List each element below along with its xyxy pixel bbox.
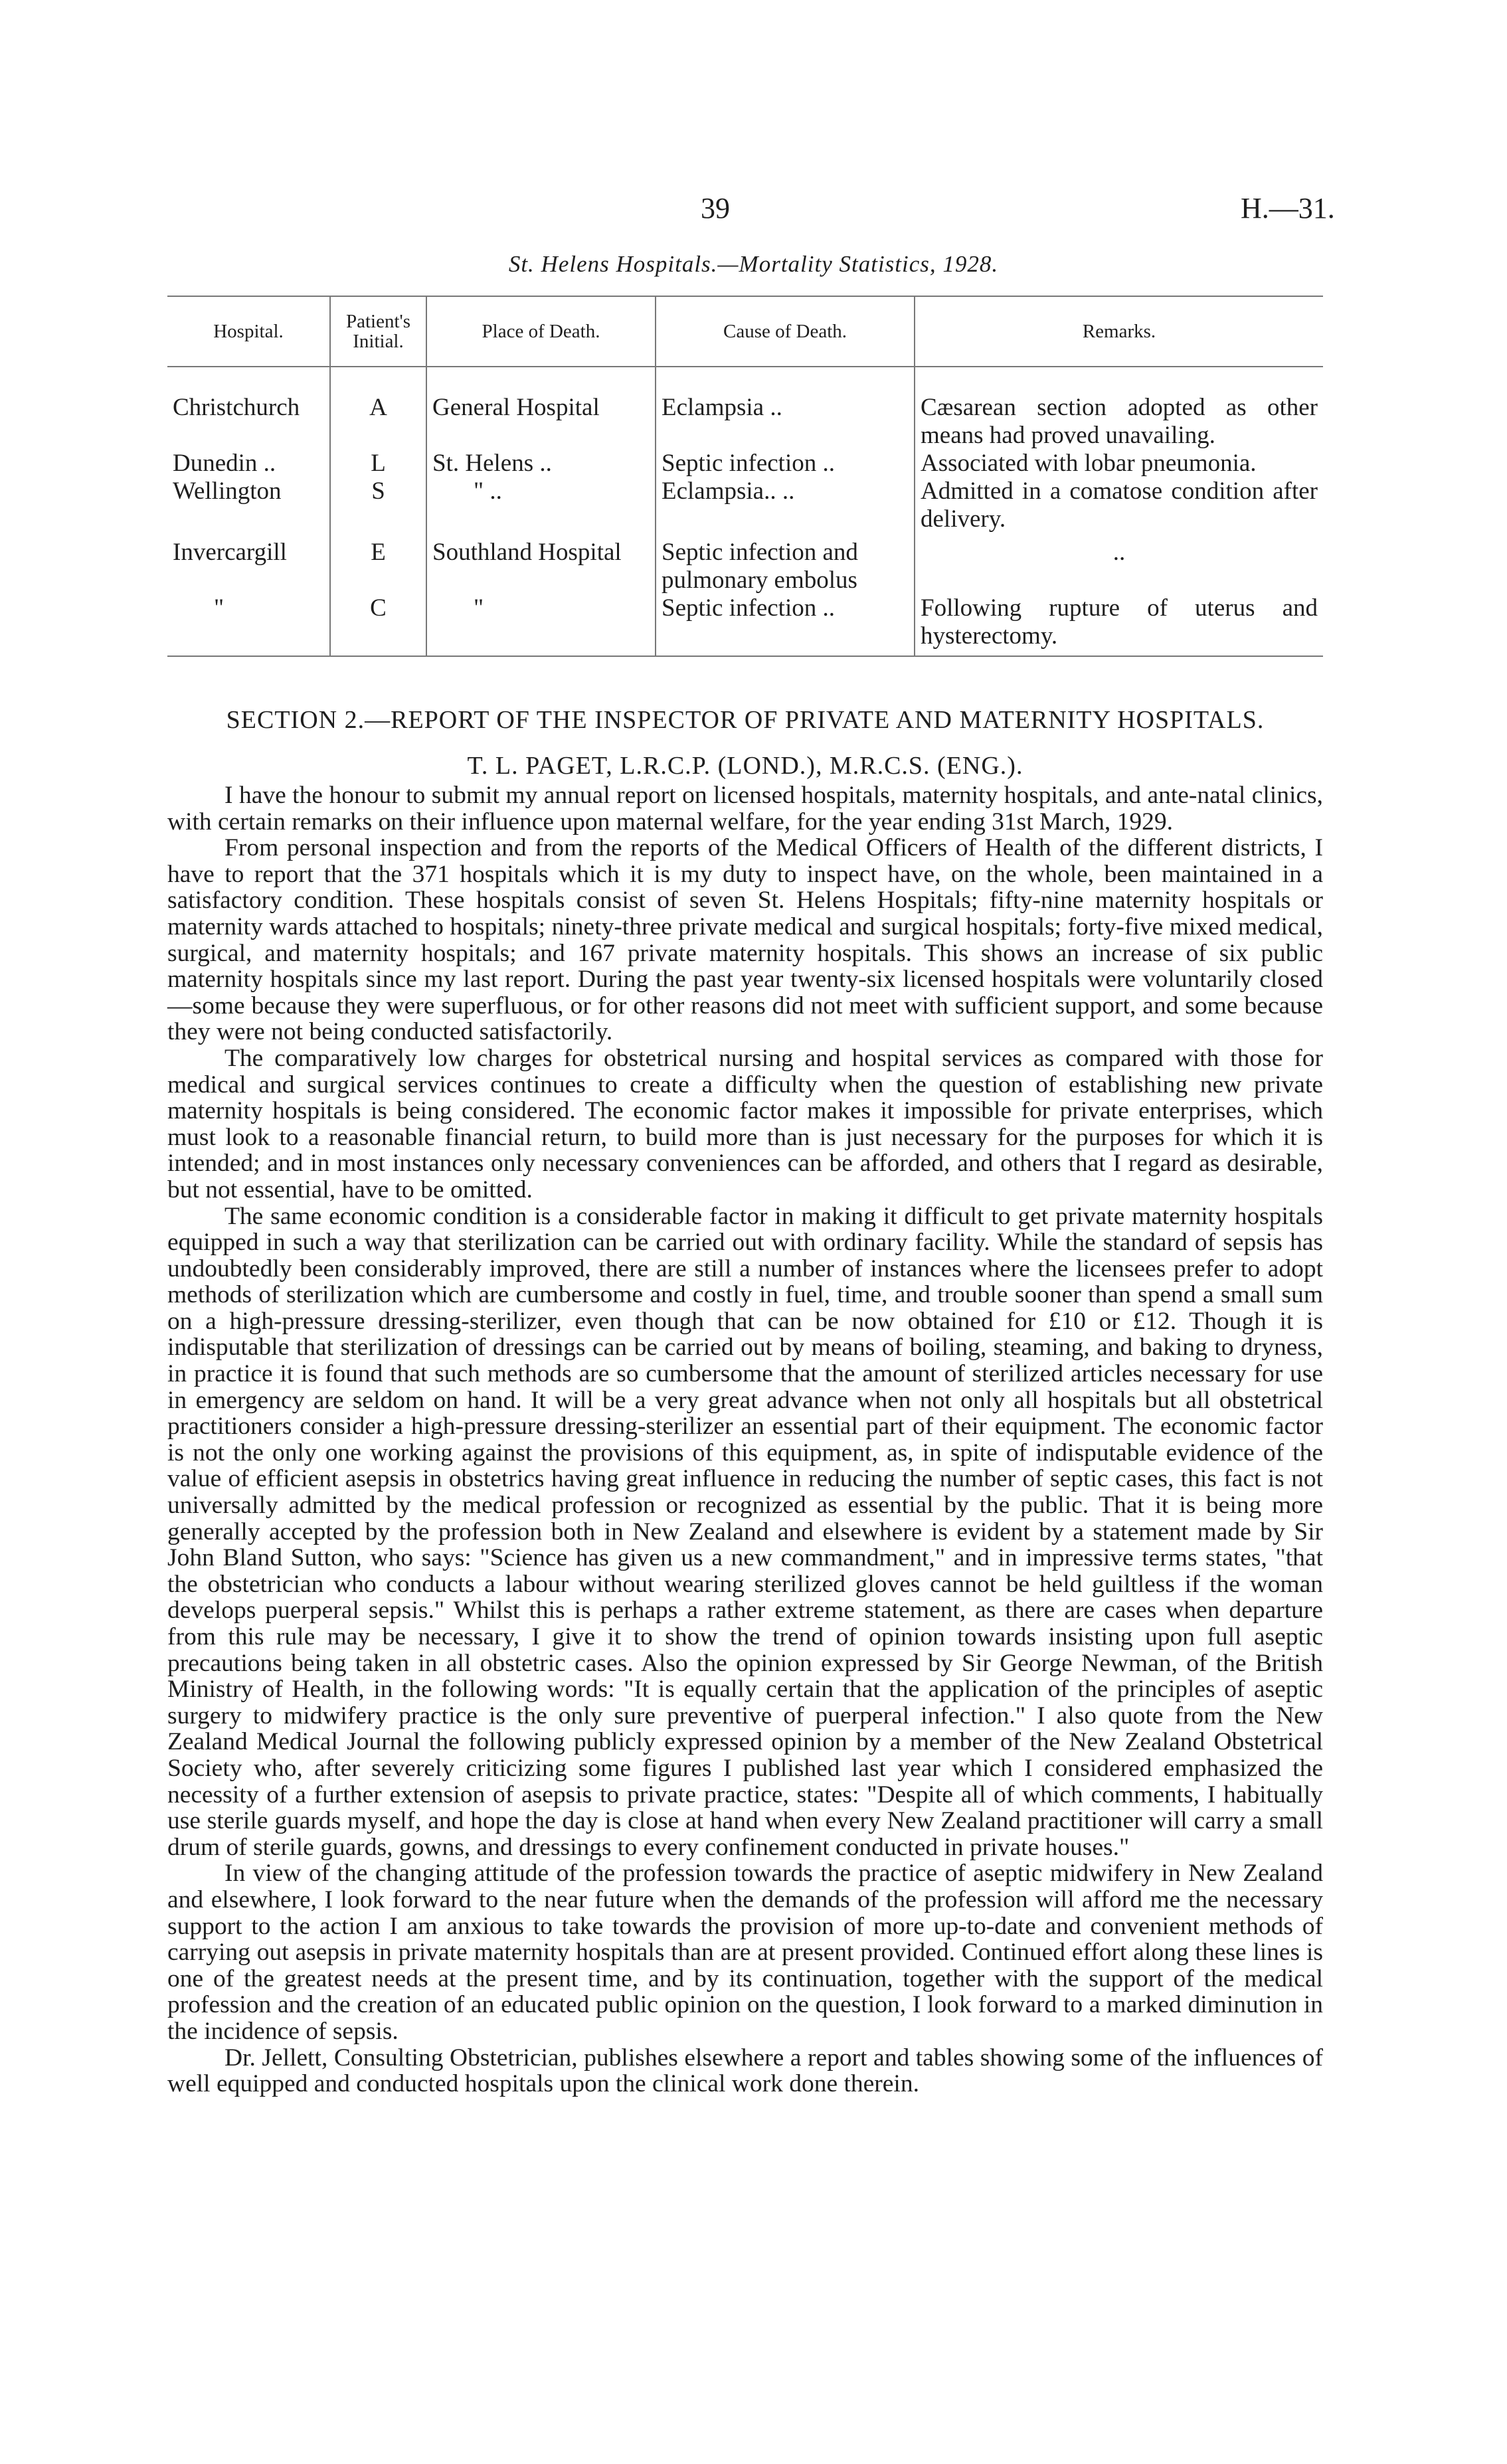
cause-cell: Eclampsia.. .. [656, 478, 915, 533]
column-header: Remarks. [915, 296, 1323, 367]
cause-cell: Eclampsia .. [656, 367, 915, 450]
remarks-cell: Cæsarean section adopted as other means had proved unavailing. [915, 367, 1323, 450]
page-number: 39 [701, 192, 730, 224]
column-header: Hospital. [167, 296, 330, 367]
table-row [167, 533, 1323, 594]
place-cell: " [426, 594, 656, 656]
initial-cell: E [330, 533, 426, 594]
hospital-cell: Dunedin .. [173, 450, 276, 477]
paragraph: The same economic condition is a considerable factor in making it difficult to get private maternity hospitals equipped in such a way that sterilization can be carried out with ordinary facility. While the standard of sepsis has undoubtedly been considerably improved, there are still a number of instances where the licensees prefer to adopt methods of sterilization which are cumbersome and costly in fuel, time, and trouble sooner than spend a small sum on a high-pressure dressing-sterilizer, even though that can be now obtained for £10 or £12. Though it is indisputable that sterilization of dressings can be carried out by means of boiling, steaming, and baking to dryness, in practice it is found that such methods are so cumbersome that the amount of sterilized articles necessary for use in emergency are seldom on hand. It will be a very great advance when not only all hospitals but all obstetrical practitioners consider a high-pressure dressing-sterilizer an essential part of their equipment. The economic factor is not the only one working against the provisions of this equipment, as, in spite of indisputable evidence of the value of efficient asepsis in obstetrics having great influence in reducing the number of septic cases, this fact is not universally admitted by the medical profession or recognized as essential by the public. That it is being more generally accepted by the profession both in New Zealand and elsewhere is evident by a statement made by Sir John Bland Sutton, who says: "Science has given us a new commandment," and in impressive terms states, "that the obstetrician who conducts a labour without wearing sterilized gloves cannot be held guiltless if the woman develops puerperal sepsis." Whilst this is perhaps a rather extreme statement, as there are cases when departure from this rule may be necessary, I give it to show the trend of opinion towards insisting upon full aseptic precautions being taken in all obstetric cases. Also the opinion expressed by Sir George Newman, of the British Ministry of Health, in the following words: "It is equally certain that the application of the principles of aseptic surgery to midwifery practice is the only sure preventive of puerperal infection." I also quote from the New Zealand Medical Journal the following publicly expressed opinion by a member of the New Zealand Obstetrical Society who, after severely criticizing some figures I published last year which I considered emphasized the necessity of a further extension of asepsis to private practice, states: "Despite all of which comments, I habitually use sterile guards myself, and hope the day is close at hand when every New Zealand practitioner will carry a small drum of sterile guards, gowns, and dressings to every confinement conducted in private houses." [167, 1202, 1323, 1861]
initial-cell: L [330, 450, 426, 478]
place-cell: St. Helens .. [426, 450, 656, 478]
document-reference: H.—31. [1241, 192, 1335, 224]
table-header-row [167, 296, 1323, 367]
paragraph: Dr. Jellett, Consulting Obstetrician, publishes elsewhere a report and tables showing some of the influences of well equipped and conducted hospitals upon the clinical work done therein. [167, 2044, 1323, 2098]
place-cell: General Hospital [426, 367, 656, 450]
remarks-cell: Admitted in a comatose condition after delivery. [915, 478, 1323, 533]
place-cell: " .. [426, 478, 656, 533]
table-row [167, 450, 1323, 478]
report-body [167, 782, 1323, 2097]
remarks-cell: Following rupture of uterus and hysterectomy. [915, 594, 1323, 656]
column-header: Cause of Death. [656, 296, 915, 367]
paragraph: From personal inspection and from the reports of the Medical Officers of Health of the different districts, I have to report that the 371 hospitals which it is my duty to inspect have, on the whole, been maintained in a satisfactory condition. These hospitals consist of seven St. Helens Hospitals; fifty-nine maternity hospitals or maternity wards attached to hospitals; ninety-three private medical and surgical hospitals; forty-five mixed medical, surgical, and maternity hospitals; and 167 private maternity hospitals. This shows an increase of six public maternity hospitals since my last report. During the past year twenty-six licensed hospitals were voluntarily closed—some because they were superfluous, or for other reasons did not meet with sufficient support, and some because they were not being conducted satisfactorily. [167, 834, 1323, 1046]
section-heading: SECTION 2.—REPORT OF THE INSPECTOR OF PRIVATE AND MATERNITY HOSPITALS. [226, 706, 1265, 734]
paragraph: In view of the changing attitude of the profession towards the practice of aseptic midwifery in New Zealand and elsewhere, I look forward to the near future when the demands of the profession will afford me the necessary support to the action I am anxious to take towards the provision of more up-to-date and convenient methods of carrying out asepsis in private maternity hospitals than are at present provided. Continued effort along these lines is one of the greatest needs at the present time, and by its continuation, together with the support of the medical profession and the creation of an educated public opinion on the question, I look forward to a marked diminution in the incidence of sepsis. [167, 1860, 1323, 2045]
hospital-cell: Christchurch [173, 394, 300, 421]
table-title: St. Helens Hospitals.—Mortality Statistics, 1928. [508, 251, 999, 277]
paragraph: The comparatively low charges for obstetrical nursing and hospital services as compared with those for medical and surgical services continues to create a difficulty when the question of establishing new private maternity hospitals is being considered. The economic factor makes it impossible for private enterprises, which must look to a reasonable financial return, to build more than is just necessary for the purposes for which it is intended; and in most instances only necessary conveniences can be afforded, and others that I regard as desirable, but not essential, have to be omitted. [167, 1044, 1323, 1203]
table-row [167, 478, 1323, 533]
hospital-cell: " [167, 594, 330, 656]
place-cell: Southland Hospital [426, 533, 656, 594]
column-header: Place of Death. [426, 296, 656, 367]
table-row [167, 367, 1323, 450]
remarks-cell: .. [915, 533, 1323, 594]
cause-cell: Septic infection .. [656, 594, 915, 656]
initial-cell: C [330, 594, 426, 656]
mortality-table [167, 296, 1323, 657]
table-row [167, 594, 1323, 656]
cause-cell: Septic infection and pulmonary embolus [656, 533, 915, 594]
paragraph: I have the honour to submit my annual report on licensed hospitals, maternity hospitals, and ante-natal clinics, with certain remarks on their influence upon maternal welfare, for the year ending 31st March, 1929. [167, 782, 1323, 836]
remarks-cell: Associated with lobar pneumonia. [915, 450, 1323, 478]
hospital-cell: Wellington [173, 478, 282, 505]
cause-cell: Septic infection .. [656, 450, 915, 478]
column-header: Patient's Initial. [330, 296, 426, 367]
initial-cell: S [330, 478, 426, 533]
initial-cell: A [330, 367, 426, 450]
author-line: T. L. PAGET, L.R.C.P. (LOND.), M.R.C.S. (ENG.). [467, 752, 1023, 780]
hospital-cell: Invercargill [173, 539, 287, 566]
